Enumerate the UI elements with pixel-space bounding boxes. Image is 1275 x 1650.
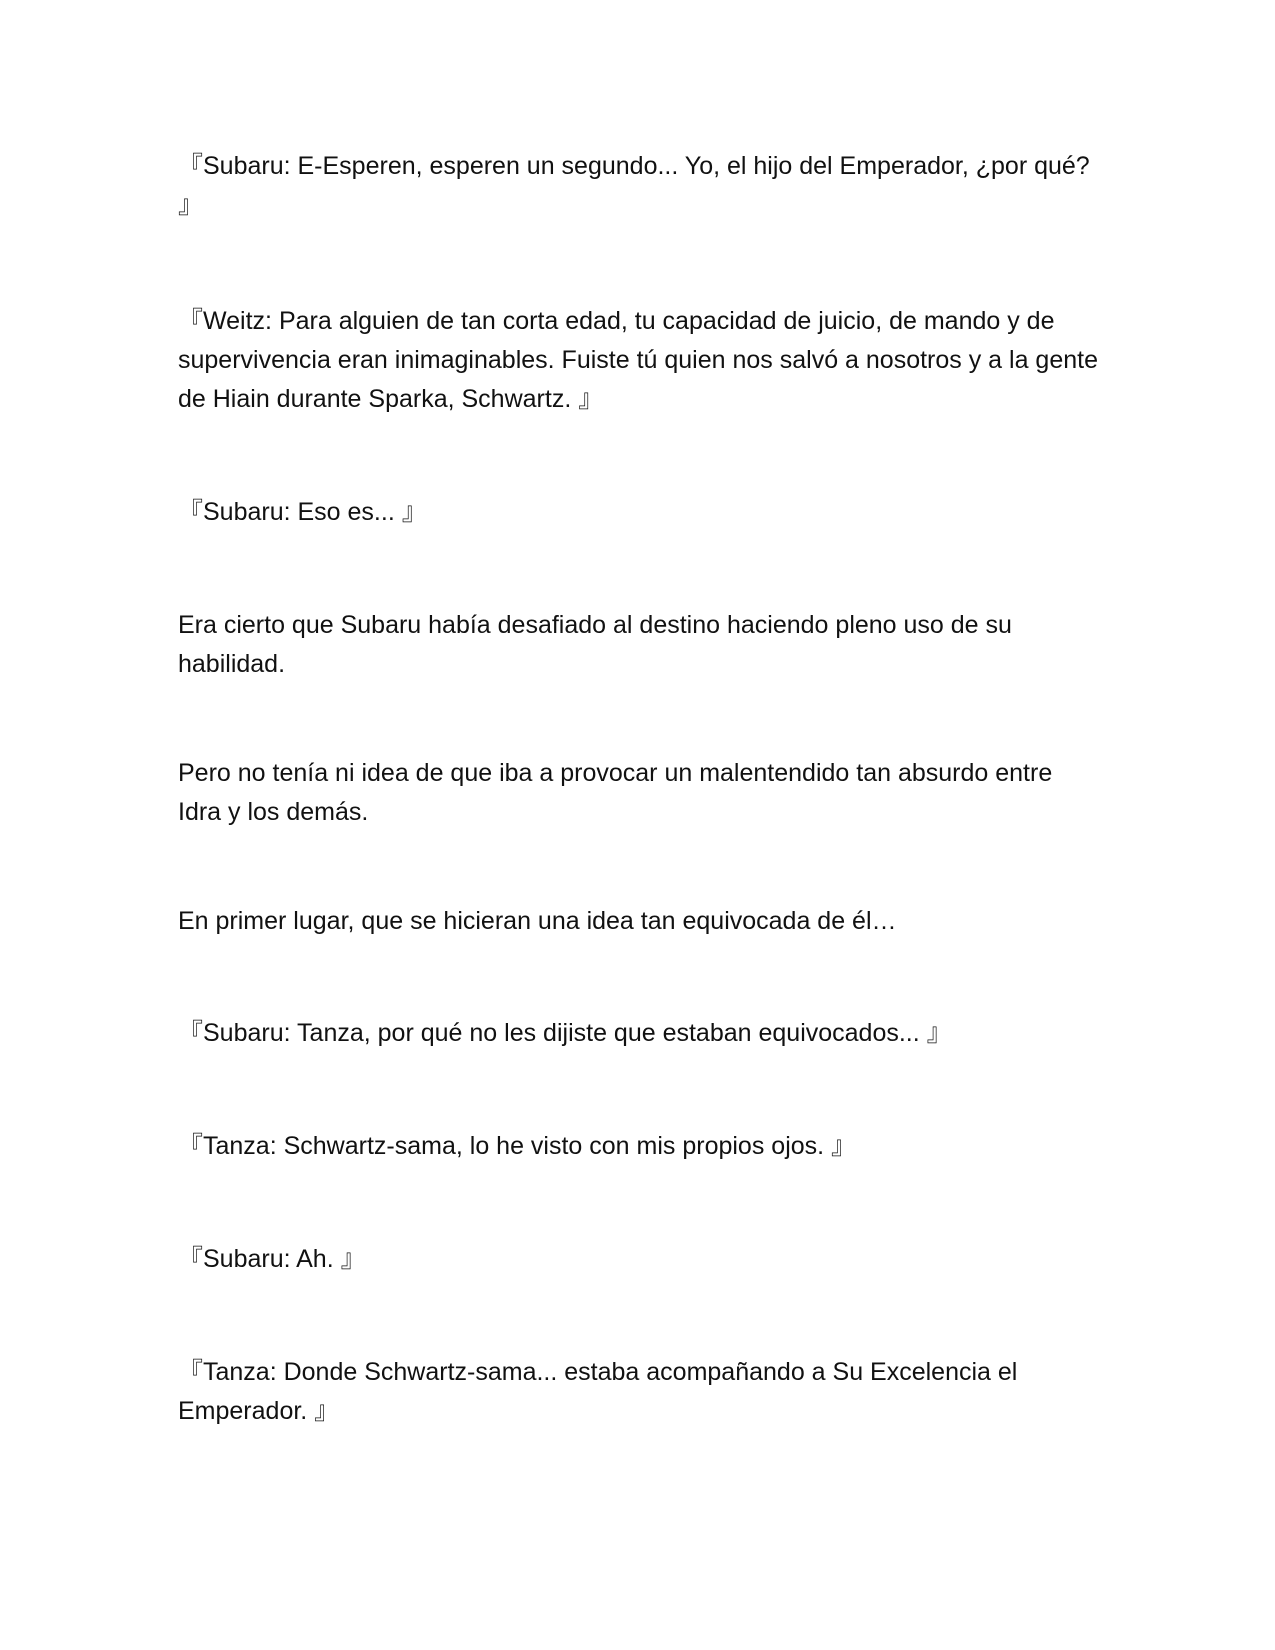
- dialogue-subaru-4: 『Subaru: Ah. 』: [178, 1245, 366, 1273]
- narration-paragraph-3: En primer lugar, que se hicieran una idea tan equivocada de él…: [178, 907, 897, 935]
- dialogue-tanza-2: 『Tanza: Donde Schwartz-sama... estaba acompañando a Su Excelencia el Emperador. 』: [178, 1358, 1018, 1425]
- dialogue-subaru-2: 『Subaru: Eso es... 』: [178, 498, 427, 526]
- narration-paragraph-2: Pero no tenía ni idea de que iba a provocar un malentendido tan absurdo entre Idra y los demás.: [178, 759, 1053, 826]
- dialogue-weitz: 『Weitz: Para alguien de tan corta edad, tu capacidad de juicio, de mando y de supervivencia eran inimaginables. Fuiste tú quien nos salvó a nosotros y a la gente de Hiain durante Sparka, Schwartz. 』: [178, 307, 1098, 413]
- dialogue-subaru-3: 『Subaru: Tanza, por qué no les dijiste que estaban equivocados... 』: [178, 1019, 952, 1047]
- narration-paragraph-1: Era cierto que Subaru había desafiado al destino haciendo pleno uso de su habilidad.: [178, 611, 1012, 678]
- dialogue-tanza-1: 『Tanza: Schwartz-sama, lo he visto con mis propios ojos. 』: [178, 1132, 857, 1160]
- dialogue-subaru-1: 『Subaru: E-Esperen, esperen un segundo... Yo, el hijo del Emperador, ¿por qué? 』: [178, 152, 1090, 219]
